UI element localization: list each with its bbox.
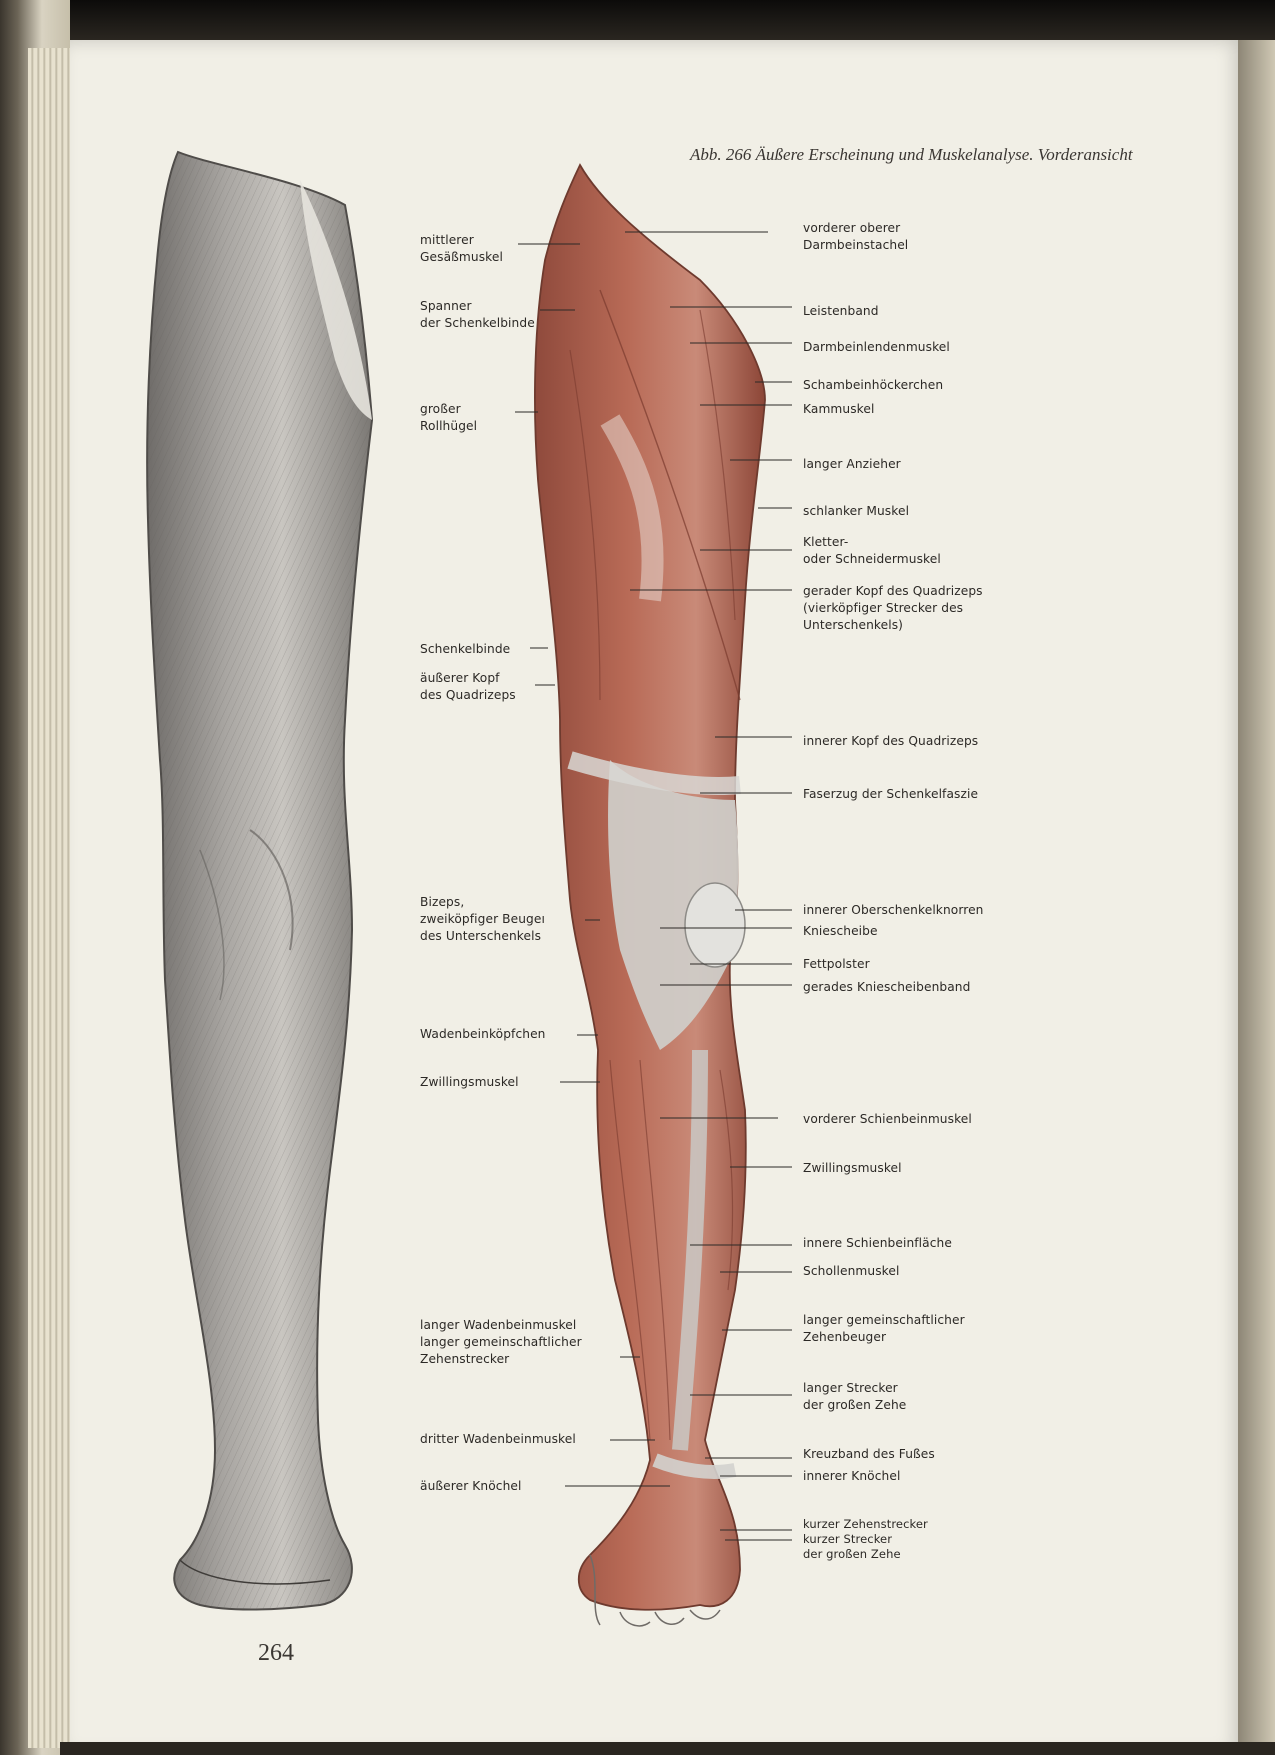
label-mittlerer-gesaessmuskel: mittlerer Gesäßmuskel (420, 233, 503, 264)
label-kurzer-zehenstrecker: kurzer Zehenstrecker kurzer Strecker der großen Zehe (803, 1517, 928, 1561)
label-spanner-der-schenkelbinde: Spanner der Schenkelbinde (420, 299, 535, 330)
label-schambeinhoeckerchen: Schambeinhöckerchen (803, 378, 944, 392)
label-vorderer-oberer-darmbeinstachel: vorderer oberer Darmbeinstachel (803, 221, 909, 252)
label-zwillingsmuskel-right: Zwillingsmuskel (803, 1161, 902, 1175)
label-faserzug-schenkelfaszie: Faserzug der Schenkelfaszie (803, 787, 979, 801)
label-gerader-kopf-quadrizeps: gerader Kopf des Quadrizeps (vierköpfiger Strecker des Unterschenkels) (803, 584, 983, 632)
label-leistenband: Leistenband (803, 304, 879, 318)
label-langer-strecker-grosse-zehe: langer Strecker der großen Zehe (803, 1381, 907, 1412)
label-kammuskel: Kammuskel (803, 402, 875, 416)
sketched-leg (147, 152, 372, 1610)
label-langer-wadenbeinmuskel: langer Wadenbeinmuskel langer gemeinschaftlicher Zehenstrecker (420, 1318, 582, 1366)
label-schenkelbinde: Schenkelbinde (420, 642, 511, 656)
label-grosser-rollhuegel: großer Rollhügel (420, 402, 478, 433)
figure-caption: Abb. 266 Äußere Erscheinung und Muskelanalyse. Vorderansicht (690, 145, 1133, 164)
label-fettpolster: Fettpolster (803, 957, 870, 971)
label-aeusserer-knoechel: äußerer Knöchel (420, 1479, 522, 1493)
label-innerer-knoechel: innerer Knöchel (803, 1469, 901, 1483)
label-innere-schienbeinflaeche: innere Schienbeinfläche (803, 1236, 952, 1250)
label-schlanker-muskel: schlanker Muskel (803, 504, 910, 518)
label-kniescheibe: Kniescheibe (803, 924, 878, 938)
label-schneidermuskel: Kletter- oder Schneidermuskel (803, 535, 941, 566)
label-schollenmuskel: Schollenmuskel (803, 1264, 900, 1278)
label-wadenbeinkoepfchen: Wadenbeinköpfchen (420, 1027, 546, 1041)
label-langer-anzieher: langer Anzieher (803, 457, 901, 471)
label-aeusserer-kopf-quadrizeps: äußerer Kopf des Quadrizeps (420, 671, 516, 702)
label-innerer-oberschenkelknorren: innerer Oberschenkelknorren (803, 903, 984, 917)
page-number: 264 (258, 1640, 294, 1666)
label-gerades-kniescheibenband: gerades Kniescheibenband (803, 980, 971, 994)
label-kreuzband-des-fusses: Kreuzband des Fußes (803, 1447, 935, 1461)
muscle-leg (535, 165, 765, 1626)
label-innerer-kopf-quadrizeps: innerer Kopf des Quadrizeps (803, 734, 979, 748)
label-bizeps: Bizeps, zweiköpfiger Beugeı des Unterschenkels (420, 895, 545, 943)
label-vorderer-schienbeinmuskel: vorderer Schienbeinmuskel (803, 1112, 972, 1126)
label-zwillingsmuskel-left: Zwillingsmuskel (420, 1075, 519, 1089)
label-darmbeinlendenmuskel: Darmbeinlendenmuskel (803, 340, 950, 354)
label-dritter-wadenbeinmuskel: dritter Wadenbeinmuskel (420, 1432, 576, 1446)
label-langer-gemeinschaftlicher-zehenbeuger: langer gemeinschaftlicher Zehenbeuger (803, 1313, 965, 1344)
